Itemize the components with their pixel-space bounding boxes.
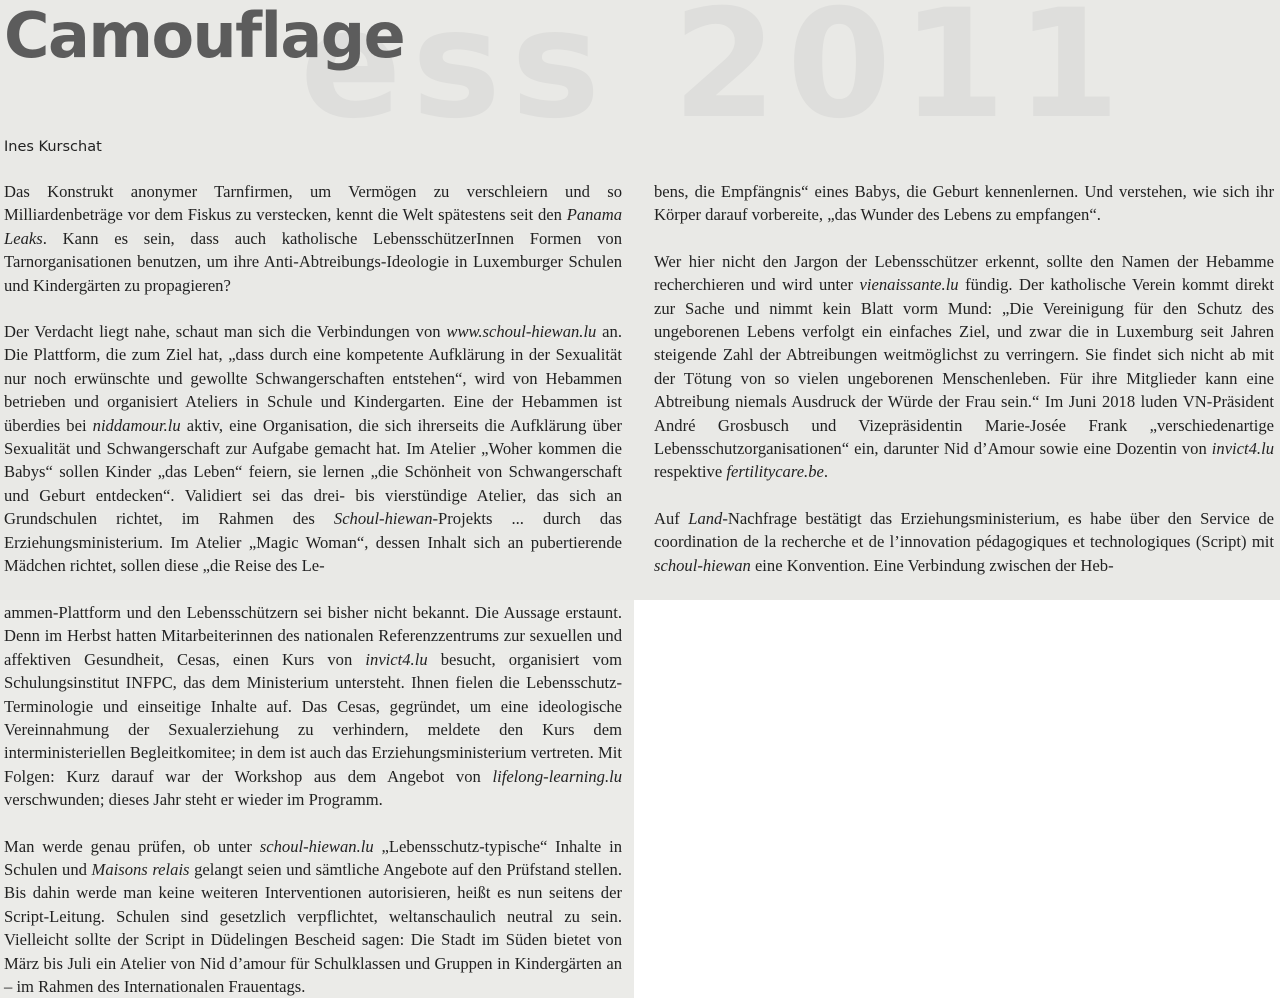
text-segment: . Kann es sein, dass auch katholische LebensschützerInnen Formen von Tarnorganisationen benutzen, um ihre Anti-Abtreibungs-Ideologie in Luxemburger Schulen und Kindergärten zu propagieren? — [4, 228, 622, 295]
article-column-right — [654, 180, 1274, 577]
text-segment: respektive — [654, 462, 727, 482]
text-segment: Wer hier nicht den Jargon der Lebensschützer erkennt, sollte den Namen der Hebamme recherchieren und wird unter — [654, 251, 1274, 295]
paragraph — [4, 835, 622, 998]
text-segment: gelangt seien und sämtliche Angebote auf den Prüfstand stellen. Bis dahin werde man keine weiteren Interventionen autorisieren, heißt es nun seitens der Script-Leitung. Schulen sind gesetzlich verpflichtet, weltanschaulich neutral zu sein. Vielleicht sollte der Script in Düdelingen Bescheid sagen: Die Stadt im Süden bietet von März bis Juli ein Atelier von Nid d’amour für Schulklassen und Gruppen in Kindergärten an – im Rahmen des Internationalen Frauentags. — [4, 860, 622, 997]
text-segment: bens, die Empfängnis“ eines Babys, die Geburt kennenlernen. Und verstehen, wie sich ihr Körper darauf vorbereite, „das Wunder des Lebens zu empfangen“. — [654, 182, 1274, 225]
text-segment: verschwunden; dieses Jahr steht er wieder im Programm. — [4, 790, 383, 810]
text-segment: Das Konstrukt anonymer Tarnfirmen, um Vermögen zu verschleiern und so Milliardenbeträge vor dem Fiskus zu verstecken, kennt die Welt spätestens seit den — [4, 182, 622, 225]
italic-text: www.schoul-hiewan.lu — [446, 322, 597, 342]
italic-text: lifelong-learning.lu — [492, 766, 622, 786]
paragraph — [4, 180, 622, 297]
text-segment: aktiv, eine Organisation, die sich ihrerseits die Aufklärung über Sexualität und Schwangerschaft zur Aufgabe gemacht hat. Im Atelier „Woher kommen die Babys“ sollen Kinder „das Leben“ feiern, sie lernen „die Schönheit von Schwangerschaft und Geburt entdecken“. Validiert sei das drei- bis vierstündige Atelier, das sich an Grundschulen richtet, im Rahmen des — [4, 415, 622, 529]
text-segment: Auf — [654, 508, 689, 528]
italic-text: schoul-hiewan — [654, 555, 751, 575]
italic-text: Panama Leaks — [4, 205, 622, 248]
paragraph — [654, 180, 1274, 227]
paragraph — [4, 320, 622, 577]
article-column-bottom — [4, 601, 622, 998]
italic-text: fertilitycare.be — [726, 462, 824, 482]
text-segment: besucht, organisiert vom Schulungsinstitut INFPC, das dem Ministerium untersteht. Ihnen fielen die Lebensschutz-Terminologie und einseitige Inhalte auf. Das Cesas, gegründet, um eine ideologische Vereinnahmung der Sexualerziehung zu verhindern, meldete den Kurs dem interministeriellen Begleitkomitee; in dem ist auch das Erziehungsministerium vertreten. Mit Folgen: Kurz darauf war der Workshop aus dem Angebot von — [4, 649, 623, 786]
article-author: Ines Kurschat — [4, 139, 102, 155]
italic-text: niddamour.lu — [92, 415, 181, 435]
text-segment: ammen-Plattform und den Lebensschützern sei bisher nicht bekannt. Die Aussage erstaunt. Denn im Herbst hatten Mitarbeiterinnen des nationalen Referenzzentrums zur sexuellen und affektiven Gesundheit, Cesas, einen Kurs von — [4, 603, 622, 669]
italic-text: schoul-hiewan.lu — [259, 836, 374, 856]
italic-text: vienaissante.lu — [859, 275, 959, 295]
text-segment: an. Die Plattform, die zum Ziel hat, „dass durch eine kompetente Aufklärung in der Sexualität nur noch erwünschte und gewollte Schwangerschaften entstehen“, wird von Hebammen betrieben und organisiert Ateliers in Schule und Kindergarten. Eine der Hebammen ist überdies bei — [4, 322, 622, 435]
text-segment: -Projekts ... durch das Erziehungsministerium. Im Atelier „Magic Woman“, dessen Inhalt sich an pubertierende Mädchen richtet, sollen diese „die Reise des Le- — [4, 509, 622, 576]
text-segment: Man werde genau prüfen, ob unter — [4, 836, 260, 856]
text-segment: „Lebensschutz-typische“ Inhalte in Schulen und — [4, 836, 622, 880]
italic-text: Land — [688, 508, 723, 528]
text-segment: -Nachfrage bestätigt das Erziehungsministerium, es habe über den Service de coordination de la recherche et de l’innovation pédagogiques et technologiques (Script) mit — [654, 508, 1274, 552]
text-segment: . — [823, 462, 829, 482]
italic-text: invict4.lu — [365, 649, 428, 669]
article-column-left — [4, 180, 622, 578]
article-headline: Camouflage — [4, 0, 405, 72]
paragraph — [654, 250, 1274, 484]
bleed-through-ghost-text — [300, 0, 1130, 152]
italic-text: Maisons relais — [91, 860, 190, 880]
italic-text: Schoul-hiewan — [333, 509, 433, 529]
paragraph — [654, 507, 1274, 577]
text-segment: eine Konvention. Eine Verbindung zwischen der Heb- — [750, 555, 1114, 575]
paragraph — [4, 601, 622, 812]
text-segment: fündig. Der katholische Verein kommt direkt zur Sache und nimmt kein Blatt vorm Mund: „Die Vereinigung für den Schutz des ungeborenen Lebens verfolgt ein einfaches Ziel, und zwar die in Luxemburg seit Jahren steigende Zahl der Abtreibungen weitmöglichst zu verringern. Sie findet sich nicht ab mit der Tötung von so vielen ungeborenen Menschenleben. Für ihre Mitglieder kann eine Abtreibung niemals Ausdruck der Würde der Frau sein.“ Im Juni 2018 luden VN-Präsident André Grosbusch und Vizepräsidentin Marie-Josée Frank „verschiedenartige Lebensschutzorganisationen“ ein, darunter Nid d’Amour sowie eine Dozentin von — [654, 275, 1275, 459]
text-segment: Der Verdacht liegt nahe, schaut man sich die Verbindungen von — [4, 322, 447, 342]
italic-text: invict4.lu — [1211, 439, 1274, 459]
